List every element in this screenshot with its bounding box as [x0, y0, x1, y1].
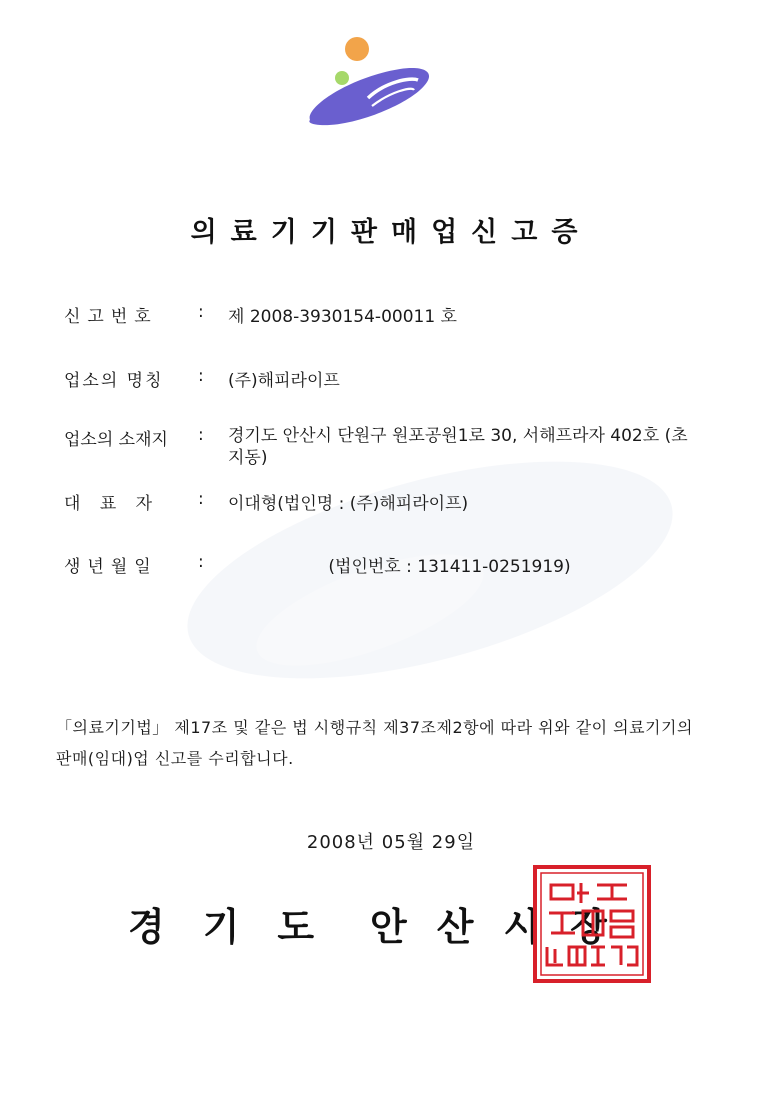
issue-date: 2008년 05월 29일: [306, 832, 476, 853]
address-colon: :: [198, 425, 204, 445]
report-number-label: 신고번호: [64, 307, 158, 327]
address-label: 업소의 소재지: [64, 430, 168, 450]
issuer-province: 경기도: [128, 904, 353, 949]
business-name-colon: :: [198, 366, 204, 386]
corporate-number: (법인번호 : 131411-0251919): [328, 557, 571, 577]
legal-statement: 「의료기기법」 제17조 및 같은 법 시행규칙 제37조제2항에 따라 위와 같이 의료기기의 판매(임대)업 신고를 수리합니다.: [56, 718, 693, 768]
background-watermark: [130, 430, 690, 730]
emblem-logo: [300, 32, 440, 132]
document-title: 의료기기판매업신고증: [190, 217, 592, 248]
business-name-label: 업소의 명칭: [64, 371, 164, 391]
report-number-colon: :: [198, 302, 204, 322]
business-name-value: (주)해피라이프: [228, 371, 340, 391]
issuer-city: 안산시장: [370, 904, 637, 949]
birth-date-colon: :: [198, 552, 204, 572]
representative-value: 이대형(법인명 : (주)해피라이프): [228, 494, 469, 514]
birth-date-value-wrapper: [228, 552, 571, 577]
official-seal: [533, 865, 651, 983]
representative-label: 대 표 자: [64, 494, 160, 514]
redacted-birth-date: [228, 554, 323, 572]
representative-colon: :: [198, 489, 204, 509]
address-value: 경기도 안산시 단원구 원포공원1로 30, 서해프라자 402호 (초지동): [228, 426, 688, 468]
report-number-value: 제 2008-3930154-00011 호: [228, 307, 457, 327]
birth-date-label: 생년월일: [64, 557, 158, 577]
